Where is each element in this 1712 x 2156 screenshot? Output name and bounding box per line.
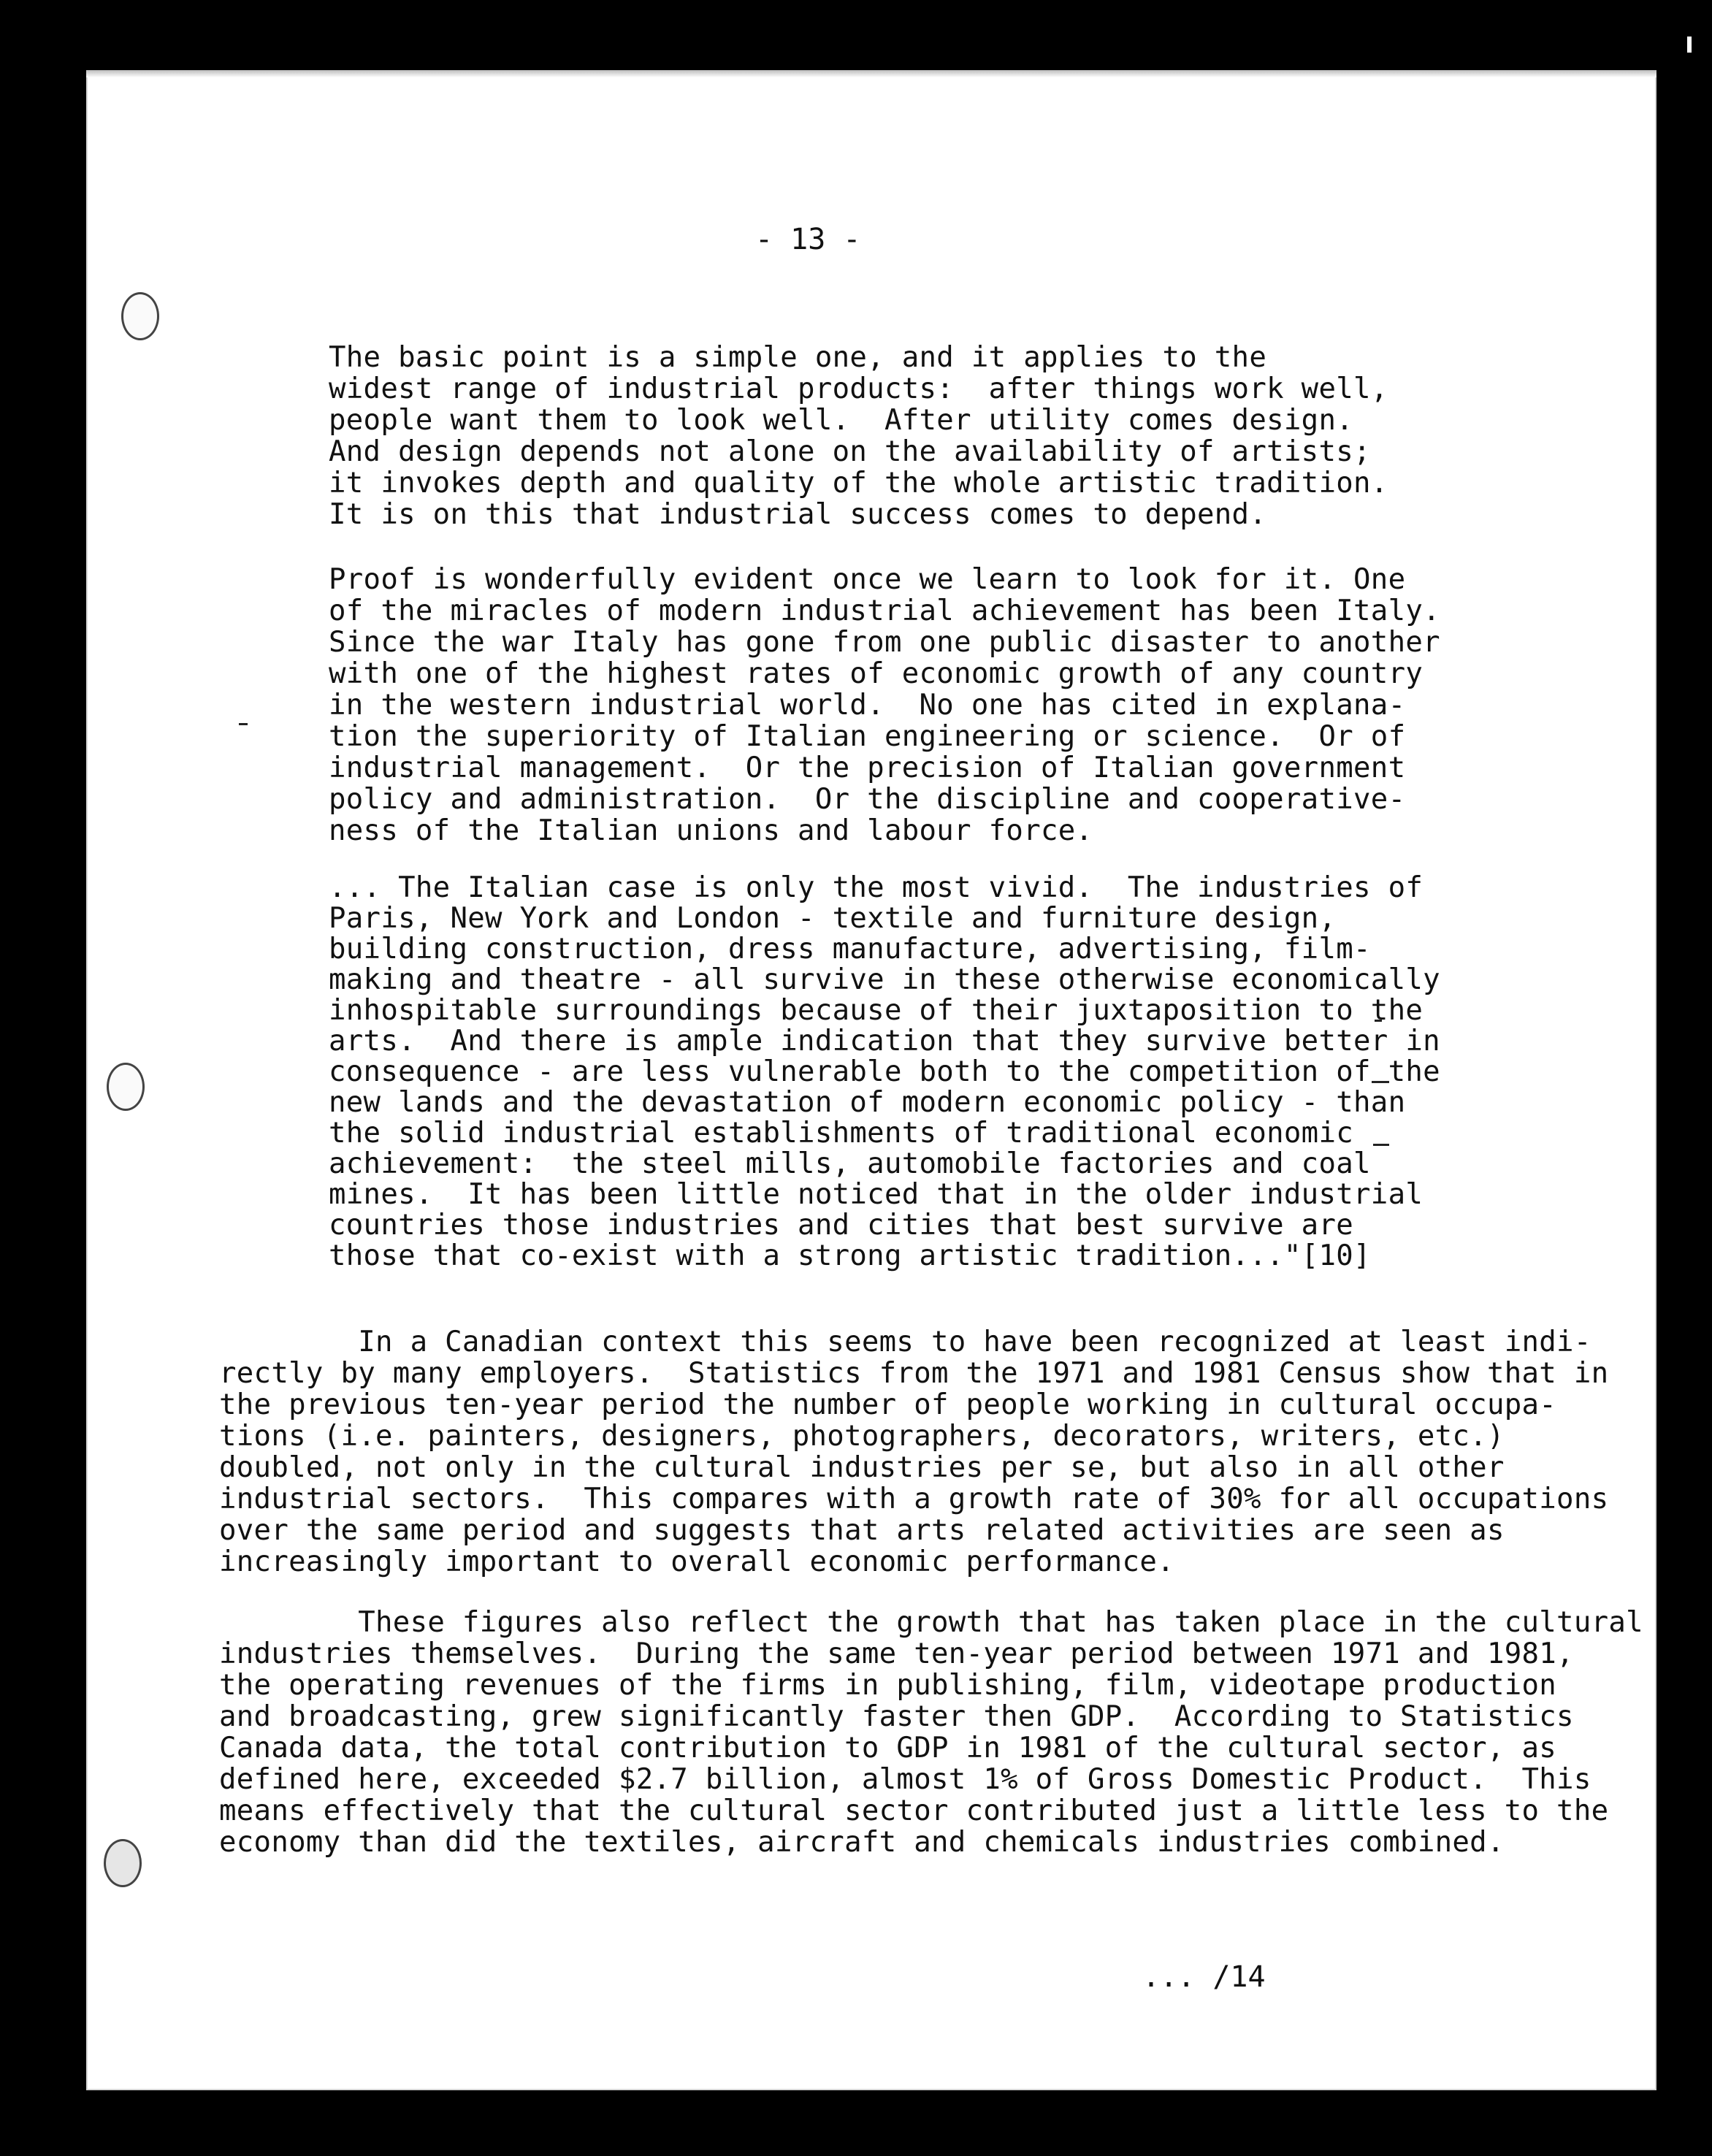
quote-paragraph: The basic point is a simple one, and it applies to the widest range of industrial products: after things work well, people want them to look well. After utility comes design. And design depends not alone on the availability of artists; it invokes depth and quality of the whole artistic tradition. It is on this that industrial success comes to depend.	[329, 341, 1388, 531]
page-number: - 13 -	[755, 223, 861, 256]
quote-paragraph: ... The Italian case is only the most vivid. The industries of Paris, New York and London - textile and furniture design, building construction, dress manufacture, advertising, film- making and theatre - all survive in these otherwise economically inhospitable surroundings because of their juxtaposition to the arts. And there is ample indication that they survive better in consequence - are less vulnerable both to the competition of the new lands and the devastation of modern economic policy - than the solid industrial establishments of traditional economic achievement: the steel mills, automobile factories and coal mines. It has been little noticed that in the older industrial countries those industries and cities that best survive are those that co-exist with a strong artistic tradition..."[10]	[329, 871, 1440, 1272]
body-paragraph: These figures also reflect the growth that has taken place in the cultural industries themselves. During the same ten-year period between 1971 and 1981, the operating revenues of the firms in publishing, film, videotape production and broadcasting, grew significantly faster then GDP. According to Statistics Canada data, the total contribution to GDP in 1981 of the cultural sector, as defined here, exceeded $2.7 billion, almost 1% of Gross Domestic Product. This means effectively that the cultural sector contributed just a little less to the economy than did the textiles, aircraft and chemicals industries combined.	[219, 1606, 1643, 1859]
continuation-marker: ... /14	[1142, 1960, 1266, 1994]
body-paragraph: In a Canadian context this seems to have been recognized at least indi- rectly by many employers. Statistics from the 1971 and 1981 Census show that in the previous ten-year period the number of people working in cultural occupa- tions (i.e. painters, designers, photographers, decorators, writers, etc.) doubled, not only in the cultural industries per se, but also in all other industrial sectors. This compares with a growth rate of 30% for all occupations over the same period and suggests that arts related activities are seen as increasingly important to overall economic performance.	[219, 1326, 1609, 1578]
scan-edge-mark	[1687, 37, 1692, 53]
punch-hole-middle	[107, 1063, 145, 1111]
page-top-edge	[86, 70, 1656, 77]
margin-mark	[239, 723, 248, 725]
punch-hole-top	[121, 292, 159, 340]
quote-paragraph: Proof is wonderfully evident once we learn to look for it. One of the miracles of modern industrial achievement has been Italy. Since the war Italy has gone from one public disaster to another with one of the highest rates of economic growth of any country in the western industrial world. No one has cited in explana- tion the superiority of Italian engineering or science. Or of industrial management. Or the precision of Italian government policy and administration. Or the discipline and cooperative- ness of the Italian unions and labour force.	[329, 563, 1440, 847]
punch-hole-bottom	[104, 1839, 142, 1887]
